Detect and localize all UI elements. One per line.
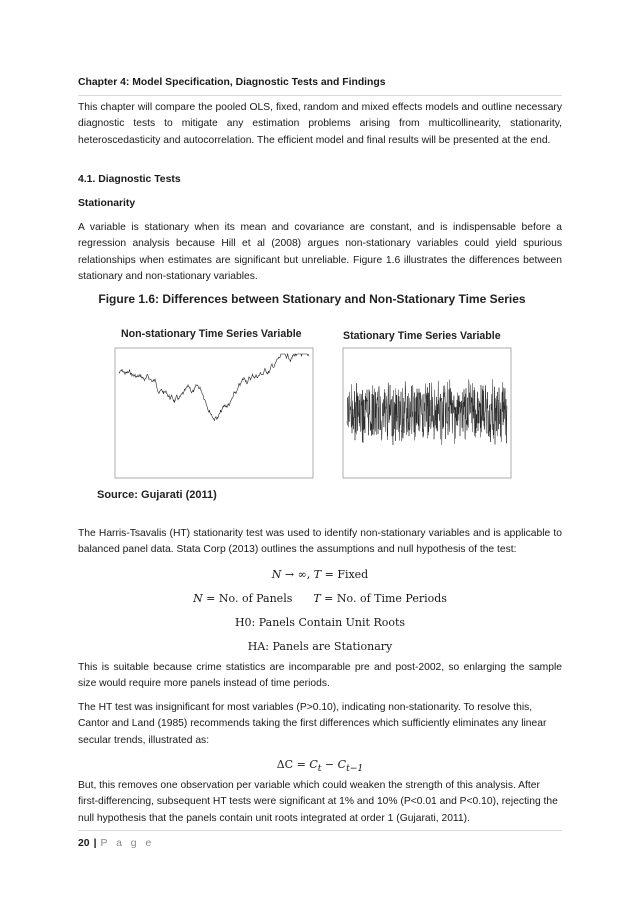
left-panel-title: Non-stationary Time Series Variable <box>121 328 302 340</box>
alternative-hypothesis: HA: Panels are Stationary <box>247 640 393 653</box>
suitable-paragraph: This is suitable because crime statistics are incomparable pre and post-2002, so enlarging the sample size would require more panels instead of time periods. <box>78 662 562 690</box>
first-difference-equation: $\Delta C = C_t - C_{t-1}$ <box>276 758 364 775</box>
intro-paragraph: This chapter will compare the pooled OLS, fixed, random and mixed effects models and outline necessary diagnostic tests to mitigate any estimation problems arising from multicollinearity, stationarity, heteroscedasticity and autocorrelation. The efficient model and final results will be presented at the end. <box>78 102 562 146</box>
subsection-heading: Stationarity <box>78 198 136 209</box>
figure-source: Source: Gujarati (2011) <box>97 489 217 501</box>
right-panel-title: Stationary Time Series Variable <box>343 330 501 342</box>
footer-rule <box>78 830 562 831</box>
left-plot-frame <box>115 348 313 478</box>
figure-1-6 <box>97 292 527 508</box>
page-label: P a g e <box>100 838 155 849</box>
right-plot-frame <box>343 348 511 478</box>
final-paragraph: But, this removes one observation per variable which could weaken the strength of this analysis. After first-differencing, subsequent HT tests were significant at 1% and 10% (P<0.01 and P<0.10), rejecting the null hypothesis that the panels contain unit roots integrated at order 1 (Gujarati, 2011). <box>78 780 558 824</box>
figure-plots <box>97 292 527 508</box>
page-footer <box>78 838 154 849</box>
insignificant-paragraph: The HT test was insignificant for most variables (P>0.10), indicating non-stationarity. To resolve this, Cantor and Land (1985) recommends taking the first differences which sufficiently eliminates any linear secular trends, illustrated as: <box>78 702 547 746</box>
equation-limits: N → ∞, T = Fixed <box>271 568 369 581</box>
stationarity-paragraph: A variable is stationary when its mean and covariance are constant, and is indispensable before a regression analysis because Hill et al (2008) argues non-stationary variables could yield spurious relationships when estimates are significant but unreliable. Figure 1.6 illustrates the differences between stationary and non-stationary variables. <box>78 222 562 283</box>
section-heading: 4.1. Diagnostic Tests <box>78 174 181 185</box>
chapter-rule <box>78 95 562 96</box>
figure-title: Figure 1.6: Differences between Stationary and Non-Stationary Time Series <box>98 292 526 306</box>
page-number: 20 <box>78 838 90 849</box>
chapter-title: Chapter 4: Model Specification, Diagnostic Tests and Findings <box>78 77 386 88</box>
footer-separator: | <box>93 838 97 849</box>
equation-definitions: N = No. of Panels T = No. of Time Periods <box>193 592 447 605</box>
ht-paragraph: The Harris-Tsavalis (HT) stationarity test was used to identify non-stationary variables and is applicable to balanced panel data. Stata Corp (2013) outlines the assumptions and null hypothesis of the test: <box>78 528 562 556</box>
null-hypothesis: H0: Panels Contain Unit Roots <box>234 616 406 629</box>
